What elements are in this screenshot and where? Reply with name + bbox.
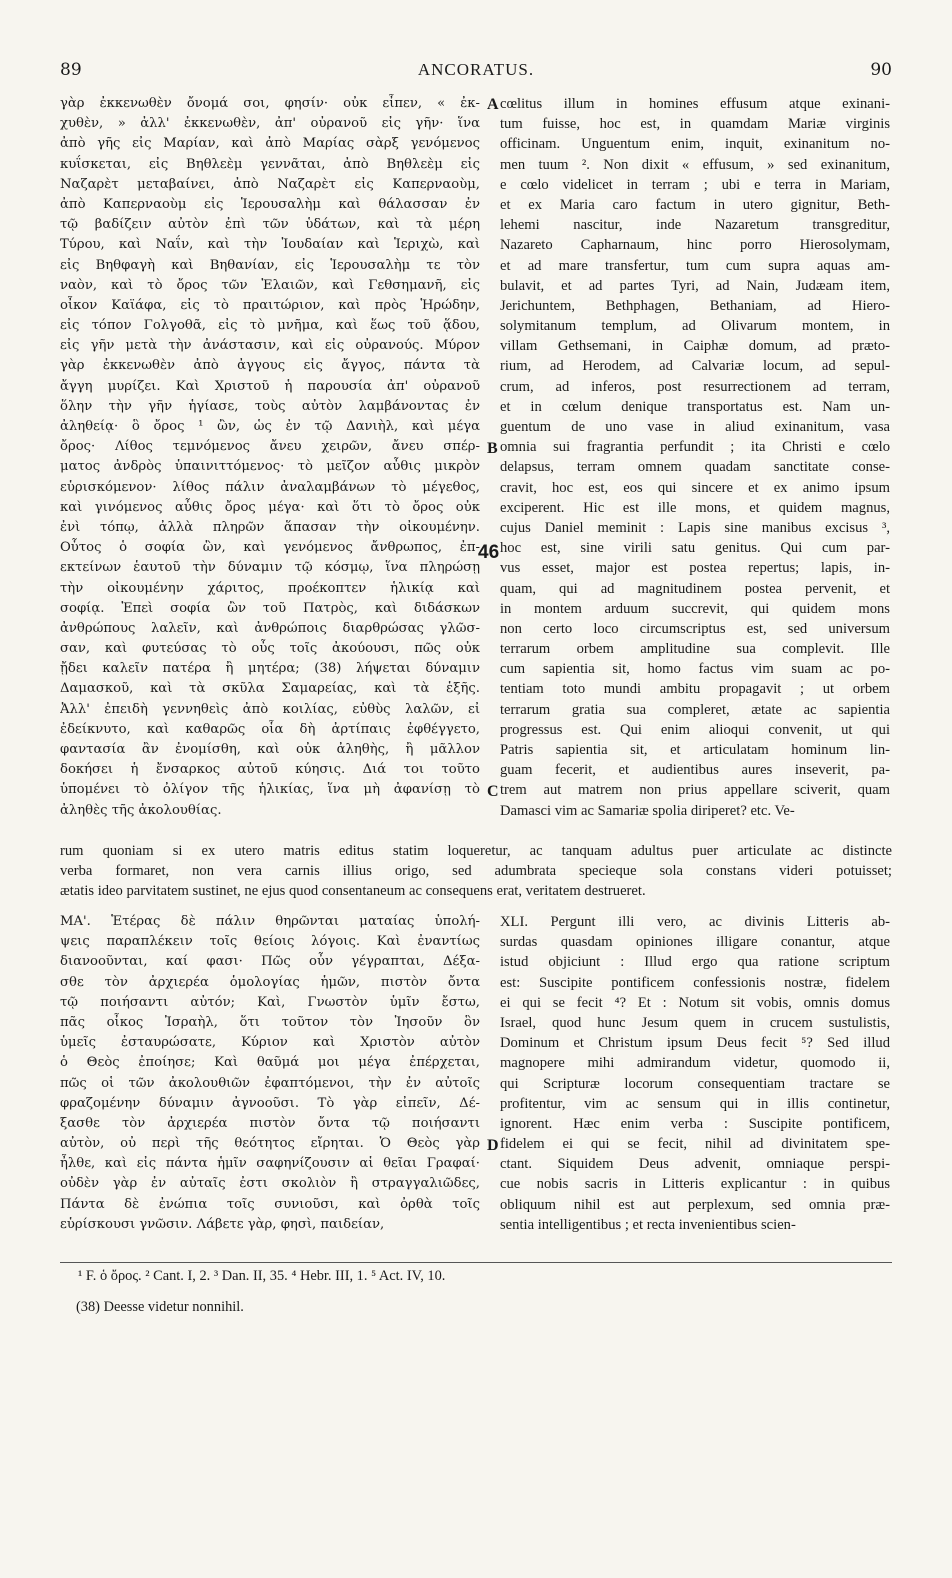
text-line: est: Suscipite pontificem confessionis nostræ, fidelem	[500, 974, 890, 991]
text-line: σαν, καὶ φυτεύσας τὸ οὖς τοῖς ἀκούουσι, πῶς οὐκ	[60, 641, 480, 657]
margin-letter-a: A	[487, 96, 499, 113]
text-line: hoc est, sine virili satu genitus. Qui cum par-	[500, 540, 890, 557]
text-line: ἀληθὲς τῆς ἀκολουθίας.	[60, 802, 222, 818]
text-line: Jerichuntem, Bethphagen, Bethaniam, ad Hiero-	[500, 297, 890, 314]
text-line: verba formaret, non vera carnis illius origo, sed adumbrata specieque sola constans videri potuisset;	[60, 863, 892, 880]
text-line: εἰς γῆν μετὰ τὴν ἀνάστασιν, καὶ εἰς οὐρανούς. Μύρον	[60, 338, 480, 354]
text-line: ei qui se fecit ⁴? Et : Notum sit vobis, omnis domus	[500, 994, 890, 1011]
page-header	[60, 60, 892, 84]
page-number-left: 89	[60, 60, 82, 80]
text-line: et ad mare transfertur, tum cum supra aquas am-	[500, 257, 890, 274]
text-line: ætatis ideo parvitatem sustinet, ne ejus quod consentaneum ac consequens erat, veritatem destrueret.	[60, 883, 646, 900]
text-line: lehemi nascitur, inde Nazaretum transgreditur,	[500, 217, 890, 234]
text-line: Οὗτος ὁ σοφία ὢν, καὶ γενόμενος ἄνθρωπος, ἐπ-	[60, 540, 480, 556]
text-line: Patris sapientia sit, et articulatam hominum lin-	[500, 742, 890, 758]
margin-letter-b: B	[487, 440, 498, 457]
text-line: Ἀλλ' ἐπειδὴ γεννηθεὶς ἀπὸ κοιλίας, εὐθὺς λαλῶν, εἰ	[60, 701, 480, 717]
text-line: δοκήσει ἡ ἔνσαρκος αὐτοῦ κύησις. Διά τοι τοῦτο	[60, 762, 480, 778]
text-line: εἰς τόπον Γολγοθᾶ, εἰς τὸ μνῆμα, καὶ ἕως τοῦ ᾅδου,	[60, 318, 480, 334]
text-line: cœlitus illum in homines effusum atque exinani-	[500, 96, 890, 112]
text-line: εἰς Βηθφαγὴ καὶ Βηθανίαν, εἰς Ἱερουσαλὴμ τε τὸν	[60, 257, 480, 273]
text-line: ἐδείκνυτο, καὶ καθαρῶς οἷα δὴ ἀρτίπαις ἐφθέγγετο,	[60, 721, 480, 737]
text-line: ignorent. Hæc enim verba : Suscipite pontificem,	[500, 1115, 890, 1132]
text-line: solymitanum templum, ad Olivarum montem, in	[500, 318, 890, 335]
text-line: crum, ad inferos, post resurrectionem ad terram,	[500, 378, 890, 395]
footnote-note: (38) Deesse videtur nonnihil.	[76, 1299, 244, 1315]
text-line: ὑπομένει τὸ ὀλίγον τῆς ἡλικίας, ἵνα μὴ ἀφανίσῃ τὸ	[60, 782, 480, 798]
text-line: guam fecerit, et audientibus aures inseverit, pa-	[500, 762, 890, 779]
text-line: οὐδὲν γὰρ ἐν αὐταῖς ἐστι σκολιὸν ἢ στραγγαλιῶδες,	[60, 1176, 480, 1192]
footnote-refs: ¹ F. ὁ ὄρος. ² Cant. I, 2. ³ Dan. II, 35. ⁴ Hebr. III, 1. ⁵ Act. IV, 10.	[78, 1268, 446, 1284]
text-line: τῷ ποιήσαντι αὐτόν; Καὶ, Γνωστὸν ὑμῖν ἔστω,	[60, 994, 480, 1010]
text-line: τὴν οἰκουμένην χάριτος, προέκοπτεν ἡλικίᾳ καὶ	[60, 580, 480, 596]
text-line: καὶ γινόμενος αὖθις ὄρος μέγα· καὶ ὅτι τὸ ὄρος οὐκ	[60, 499, 480, 515]
page-number-right: 90	[870, 60, 892, 80]
text-line: exciperent. Hic est ille mons, et quidem magnus,	[500, 499, 890, 516]
text-line: cravit, hoc est, eos qui sincere et ex animo ipsum	[500, 479, 890, 496]
greek-column-bottom	[60, 912, 480, 1235]
text-line: rium, ad Herodem, ad Calvariæ locum, ad sepul-	[500, 358, 890, 375]
text-line: terrarum gratia sua compleret, ætate ac sapientia	[500, 701, 890, 718]
text-line: cum sapientia sit, homo factus vim suam ac po-	[500, 661, 890, 678]
full-width-text	[60, 841, 892, 902]
text-line: τῷ βαδίζειν αὐτὸν ἐπὶ τῶν ὑδάτων, καὶ τὰ μέρη	[60, 217, 480, 233]
text-line: Τύρου, καὶ Ναΐν, καὶ τὴν Ἰουδαίαν καὶ Ἱεριχὼ, καὶ	[60, 237, 480, 253]
latin-column-bottom	[500, 912, 890, 1235]
text-line: ἀληθείᾳ· ὃ ὄρος ¹ ὢν, ὡς ἐν τῷ Δανιὴλ, καὶ μέγα	[60, 419, 480, 434]
text-line: σθε τὸν ἀρχιερέα ὁμολογίας ἡμῶν, πιστὸν ὄντα	[60, 974, 480, 990]
text-line: ἄγγη μυρίζει. Καὶ Χριστοῦ ἡ παρουσία ἀπ' οὐρανοῦ	[60, 378, 480, 394]
text-line: progressus est. Qui enim alioqui convenit, ut qui	[500, 721, 890, 738]
text-line: trem aut matrem non prius appellare sciverit, quam	[500, 782, 890, 799]
text-line: εὑρισκόμενον· λίθος πάλιν ἀναλαμβάνων τὸ μέγεθος,	[60, 479, 480, 495]
text-line: Πάντα δὲ ἐνώπια τοῖς συνιοῦσι, καὶ ὀρθὰ τοῖς	[60, 1196, 480, 1212]
text-line: ἀνθρώπους λαλεῖν, καὶ ἀνθρώποις διαρθρώσας γλῶσ-	[60, 620, 480, 636]
text-line: ᾔδει καλεῖν πατέρα ἢ μητέρα; (38) λήψεται δύναμιν	[60, 661, 480, 677]
text-line: πῶς οἱ τῶν ἀκολουθιῶν ἐφαπτόμενοι, τὴν ἐν αὐτοῖς	[60, 1075, 480, 1091]
text-line: ctant. Siquidem Deus advenit, omniaque perspi-	[500, 1156, 890, 1173]
text-line: κυΐσκεται, εἰς Βηθλεὲμ γεννᾶται, ἀπὸ Βηθλεὲμ εἰς	[60, 156, 480, 172]
greek-column-top	[60, 94, 480, 821]
footnote-rule	[60, 1262, 892, 1263]
latin-column-top	[500, 94, 890, 821]
text-line: officinam. Unguentum enim, inquit, exinanitum no-	[500, 136, 890, 153]
footnotes	[78, 1268, 445, 1316]
text-line: ματος ἀνδρὸς ὑπαινιττόμενος· τὸ μεῖζον αὖθις μικρὸν	[60, 459, 480, 475]
text-line: πᾶς οἶκος Ἰσραὴλ, ὅτι τοῦτον τὸν Ἰησοῦν ὃν	[60, 1014, 480, 1030]
text-line: ξασθε τὸν ἀρχιερέα πιστὸν ὄντα τῷ ποιήσαντι	[60, 1115, 480, 1131]
text-line: φραζομένην δύναμιν ἀγνοοῦσι. Τὸ γὰρ εἰπεῖν, Δέ-	[60, 1095, 480, 1111]
text-line: terrarum orbem amplitudine sua complevit. Ille	[500, 641, 890, 658]
text-line: XLI. Pergunt illi vero, ac divinis Litteris ab-	[500, 914, 890, 930]
text-line: γὰρ ἐκκενωθὲν ὄνομά σοι, φησίν· οὐκ εἶπεν, « ἐκ-	[60, 96, 480, 111]
text-line: in montem arduum succrevit, qui quidem mons	[500, 600, 890, 617]
text-line: profitentur, vim ac sensum qui in illis continetur,	[500, 1095, 890, 1112]
text-line: magnopere mihi admirandum videtur, quomodo ii,	[500, 1055, 890, 1072]
text-line: Nazareto Capharnaum, hinc porro Hierosolymam,	[500, 237, 890, 254]
text-line: tum fuisse, hoc est, in quamdam Mariæ virginis	[500, 116, 890, 133]
text-line: surdas quasdam opiniones illigare conantur, atque	[500, 934, 890, 951]
text-line: ΜΑ'. Ἑτέρας δὲ πάλιν θηρῶνται ματαίας ὑπολή-	[60, 914, 480, 929]
margin-letter-d: D	[487, 1137, 499, 1154]
paragraph-number: 46	[478, 542, 500, 563]
text-line: fidelem ei qui se fecit, nihil ad divinitatem spe-	[500, 1136, 890, 1153]
text-line: non certo loco circumscriptus est, sed universum	[500, 620, 890, 637]
text-line: ἀπὸ γῆς εἰς Μαρίαν, καὶ ἀπὸ Μαρίας σὰρξ γενόμενος	[60, 136, 480, 152]
text-line: men tuum ². Non dixit « effusum, » sed exinanitum,	[500, 156, 890, 173]
text-line: obliquum nihil est aut perplexum, sed omnia præ-	[500, 1196, 890, 1213]
text-line: vus esset, major est postea repertus; lapis, in-	[500, 560, 890, 577]
text-line: ναὸν, καὶ τὸ ὄρος τῶν Ἐλαιῶν, καὶ Γεθσημανῆ, εἰς	[60, 277, 480, 293]
text-line: ψεις παραπλέκειν τοῖς θείοις λόγοις. Καὶ ἐναντίως	[60, 934, 480, 950]
text-line: et ex Maria caro factum in utero gignitur, Beth-	[500, 196, 890, 213]
text-line: delapsus, terram omnem quadam sanctitate conse-	[500, 459, 890, 476]
text-line: quam, qui ad magnitudinem postea pervenit, et	[500, 580, 890, 597]
text-line: e cœlo videlicet in terram ; ubi e terra in Mariam,	[500, 176, 890, 193]
text-line: bulavit, et ad partes Tyri, ad Nain, Judæam item,	[500, 277, 890, 294]
text-line: εκτείνων ἑαυτοῦ τὴν δύναμιν τῷ κόσμῳ, ἵνα πληρώσῃ	[60, 560, 480, 576]
text-line: Ναζαρὲτ μεταβαίνει, ἀπὸ Ναζαρὲτ εἰς Καπερναοὺμ,	[60, 176, 480, 192]
text-line: διανοοῦνται, καί φασι· Πῶς οὖν γέγραπται, Δέξα-	[60, 954, 480, 970]
text-line: guentum de uno vase in aliud exinanitum, vasa	[500, 419, 890, 435]
text-line: ἀπὸ Καπερναοὺμ εἰς Ἱερουσαλὴμ καὶ θάλασσαν ἐν	[60, 196, 480, 212]
text-line: et in cœlum denique transportatus est. Nam un-	[500, 398, 890, 415]
running-title: ANCORATUS.	[417, 60, 535, 79]
text-line: tentiam toto mundi ambitu propagavit ; ut orbem	[500, 681, 890, 698]
text-line: ἦλθε, καὶ εἰς πάντα ἡμῖν σαφηνίζουσιν αἱ θεῖαι Γραφαί·	[60, 1156, 480, 1172]
text-line: Δαμασκοῦ, καὶ τὰ σκῦλα Σαμαρείας, καὶ τὰ ἑξῆς.	[60, 681, 480, 697]
text-line: σοφίᾳ. Ἐπεὶ σοφία ὢν τοῦ Πατρὸς, καὶ διδάσκων	[60, 600, 480, 616]
text-line: ὅλην τὴν γῆν ἡγίασε, τοὺς αὐτὸν λαμβάνοντας ἐν	[60, 398, 480, 414]
text-line: cue nobis sacris in Litteris explicantur : in quibus	[500, 1176, 890, 1193]
text-line: Dominum et Christum ipsum Deus fecit ⁵? Sed illud	[500, 1035, 890, 1052]
text-line: Damasci vim ac Samariæ spolia diriperet? etc. Ve-	[500, 802, 795, 819]
text-line: φαντασία ἂν ἐνομίσθη, καὶ οὐκ ἀληθὴς, ἢ μᾶλλον	[60, 742, 480, 757]
text-line: Israel, quod hunc Jesum quem in crucem sustulistis,	[500, 1014, 890, 1031]
text-line: ὄρος· Λίθος τεμνόμενος ἄνευ χειρῶν, ἄνευ σπέρ-	[60, 439, 480, 455]
text-line: οἶκον Καϊάφα, εἰς τὸ πραιτώριον, καὶ πρὸς Ἡρώδην,	[60, 297, 480, 313]
text-line: sentia intelligentibus ; et recta invenientibus scien-	[500, 1216, 796, 1233]
text-line: αὐτὸν, οὐ περὶ τῆς θεότητος εἴρηται. Ὁ Θεὸς γὰρ	[60, 1136, 480, 1152]
text-line: ὑμεῖς ἐσταυρώσατε, Κύριον καὶ Χριστὸν αὐτὸν	[60, 1035, 480, 1051]
text-line: χυθὲν, » ἀλλ' ἐκκενωθὲν, ἀπ' οὐρανοῦ εἰς γῆν· ἵνα	[60, 116, 480, 132]
text-line: ὁ Θεὸς ἐποίησε; Καὶ θαῦμά μοι μέγα ἐπέρχεται,	[60, 1055, 480, 1071]
text-line: γὰρ ἐκκενωθὲν ἀπὸ ἀγγους εἰς ἄγγος, πάντα τὰ	[60, 358, 480, 374]
text-line: cujus Daniel meminit : Lapis sine manibus excisus ³,	[500, 519, 890, 536]
text-line: qui Scripturæ locorum consequentiam tractare se	[500, 1075, 890, 1092]
margin-letter-c: C	[487, 783, 499, 800]
text-line: ἐνὶ τόπῳ, ἀλλὰ πληρῶν ἅπασαν τὴν οἰκουμένην.	[60, 519, 480, 535]
text-line: istud objiciunt : Illud ergo qua ratione scriptum	[500, 954, 890, 971]
text-line: omnia sui fragrantia perfundit ; ita Christi e cœlo	[500, 439, 890, 456]
text-line: rum quoniam si ex utero matris editus statim loqueretur, ac tanquam adultus puer articulate ac distincte	[60, 843, 892, 859]
text-line: villam Gethsemani, in Caiphæ domum, ad præto-	[500, 338, 890, 355]
text-line: εὑρίσκουσι γνῶσιν. Λάβετε γὰρ, φησὶ, παιδείαν,	[60, 1216, 385, 1232]
